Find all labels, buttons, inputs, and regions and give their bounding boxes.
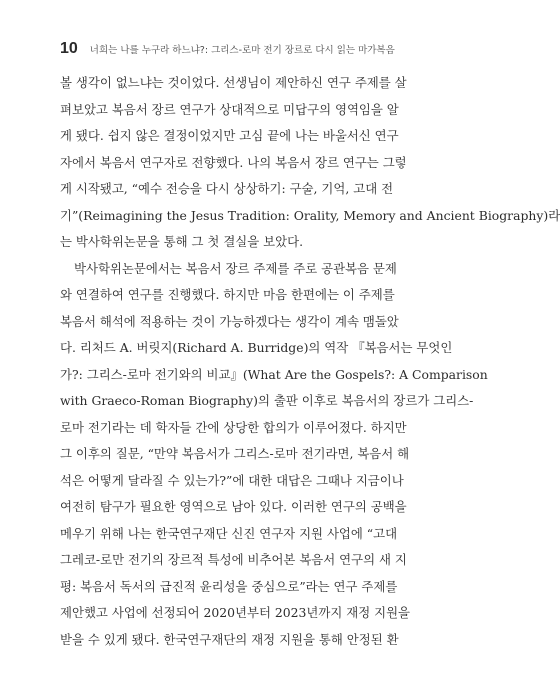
running-head [60,40,440,64]
text-line: with Graeco-Roman Biography)의 출판 이후로 복음서의 장르가 그리스- [60,393,474,408]
body-text [60,70,560,653]
text-line: 볼 생각이 없느냐는 것이었다. 선생님이 제안하신 연구 주제를 살 [60,75,407,90]
text-line: 석은 어떻게 달라질 수 있는가?”에 대한 대답은 그때나 지금이나 [60,472,404,488]
text-line: 게 됐다. 쉽지 않은 결정이었지만 고심 끝에 나는 바울서신 연구 [60,128,399,143]
text-line: 펴보았고 복음서 장르 연구가 상대적으로 미답구의 영역임을 알 [60,101,399,117]
text-line: 다. 리처드 A. 버릿지(Richard A. Burridge)의 역작 『복음서는 무엇인 [60,340,453,355]
text-line: 복음서 해석에 적용하는 것이 가능하겠다는 생각이 계속 맴돌았 [60,313,399,329]
text-line: 받을 수 있게 됐다. 한국연구재단의 재정 지원을 통해 안정된 환 [60,631,399,647]
text-line: 메우기 위해 나는 한국연구재단 신진 연구자 지원 사업에 “고대 [60,525,398,541]
page-number: 10 [60,40,78,57]
text-line: 자에서 복음서 연구자로 전향했다. 나의 복음서 장르 연구는 그렇 [60,154,407,170]
text-line: 와 연결하여 연구를 진행했다. 하지만 마음 한편에는 이 주제를 [60,287,395,302]
text-line: 여전히 탐구가 필요한 영역으로 남아 있다. 이러한 연구의 공백을 [60,499,407,514]
paragraph-first-line: 박사학위논문에서는 복음서 장르 주제를 주로 공관복음 문제 [74,260,397,276]
text-line: 는 박사학위논문을 통해 그 첫 결실을 보았다. [60,234,304,249]
text-line: 그 이후의 질문, “만약 복음서가 그리스-로마 전기라면, 복음서 해 [60,446,410,461]
running-title: 너희는 나를 누구라 하느냐?: 그리스-로마 전기 장르로 다시 읽는 마가복음 [89,45,395,56]
text-line: 로마 전기라는 데 학자들 간에 상당한 합의가 이루어졌다. 하지만 [60,419,407,435]
text-line: 기”(Reimagining the Jesus Tradition: Orality, Memory and Ancient Biography)라 [60,207,560,223]
text-line: 제안했고 사업에 선정되어 2020년부터 2023년까지 재정 지원을 [60,605,411,620]
text-line: 평: 복음서 독서의 급진적 윤리성을 중심으로”라는 연구 주제를 [60,578,398,594]
text-line: 게 시작됐고, “예수 전승을 다시 상상하기: 구술, 기억, 고대 전 [60,181,394,196]
text-line: 가?: 그리스-로마 전기와의 비교』(What Are the Gospels?: A Comparison [60,366,488,382]
text-line: 그레코-로만 전기의 장르적 특성에 비추어본 복음서 연구의 새 지 [60,552,407,567]
